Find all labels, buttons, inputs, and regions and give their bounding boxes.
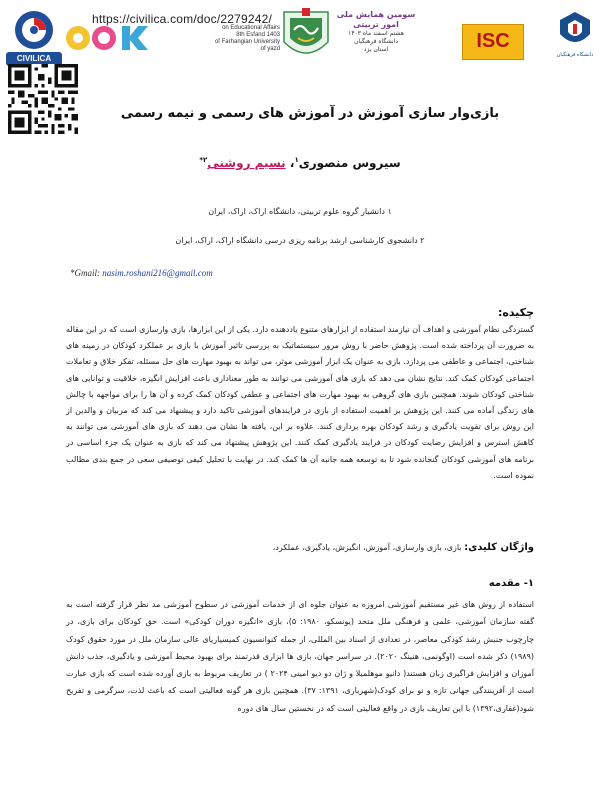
civilica-globe-icon [6, 8, 62, 52]
conference-fa-line: دانشگاه فرهنگیان [353, 38, 399, 45]
civilica-wordmark: CIVILICA [6, 52, 62, 66]
document-url[interactable]: https://civilica.com/doc/2279242/ [92, 12, 273, 26]
author-affiliation-mark: ۱ [294, 156, 299, 164]
conference-title-en [196, 25, 280, 53]
conference-en-line: on Educational Affairs [222, 25, 280, 31]
affiliation: ۱ دانشیار گروه علوم تربیتی، دانشگاه اراک، اراک، ایران [208, 207, 392, 216]
conference-fa-line: هشتم اسفند ماه ۱۴۰۳ [348, 30, 404, 37]
farhangian-university-logo [556, 10, 594, 62]
conference-header [0, 0, 600, 68]
section-text: استفاده از روش های غیر مستقیم آموزشی امروزه به عنوان جلوه ای از خدمات آموزشی در سطوح آموزشی مد نظر قرار گرفته است به گفته سازمان آموزشی، علمی و فرهنگی ملل متحد (یونسکو، ۱۹۸۰: ۵)، بازی «انگیزه دوران کودکی» است. حق کودکان برای بازی، در چارچوب جنبش رشد کودکی معاصر، در تعدادی از اسناد بین المللی، از جمله کنوانسیون کمیسیاریای عالی سازمان ملل در مورد حقوق کودک (۱۹۸۹) ذکر شده است (اوگونمی، هنینگ ۲۰۲۰). در سراسر جهان، بازی ها ابزاری قدرتمند برای بهبود محیط آموزشی و یادگیری، جذب دانش آموزان و افزایش فراگیری زبان هستند( دانیو موهلمیلا و ژان دو دیو امینی ۲۰۲۴ ) در تعاریف مربوط به بازی آورده شده است که بازی عبارت است از آفرینندگی جهانی تازه و نو برای کودک(شهرباری، ۱۳۹۱: ۳۷). همچنین بازی هر گونه فعالیتی است که باعث لذت، سرگرمی و تفریح شود(غفاری،۱۳۹۲) با این تعاریف بازی در واقع فعالیتی است که در نخستین سال های دوره [66, 600, 535, 713]
isc-logo [462, 24, 524, 60]
corresponding-author-name: نسیم روشنی [207, 156, 286, 170]
paper-title: بازی‌وار سازی آموزش در آموزش های رسمی و نیمه رسمی [120, 106, 500, 121]
email-label: *Gmail: [70, 268, 103, 278]
corresponding-email [70, 268, 213, 278]
author-separator: ، [285, 156, 295, 170]
university-emblem-icon [556, 10, 594, 52]
conference-fa-line: امور تربیتی [353, 20, 399, 29]
abstract-heading: چکیده: [497, 306, 534, 319]
conference-en-line: 8th Esfand 1403 [236, 32, 280, 38]
qr-code [8, 64, 78, 134]
section-heading: ۱- مقدمه [488, 578, 534, 589]
author-line [150, 156, 450, 170]
conference-emblem [280, 8, 332, 62]
conference-en-line: of yazd [260, 46, 280, 52]
civilica-logo[interactable] [6, 8, 62, 64]
conference-title-fa [336, 10, 416, 54]
keywords-line [66, 542, 534, 553]
isc-logo-label: ISC [476, 30, 510, 52]
author-name: سیروس منصوری [298, 156, 401, 170]
abstract-text: گستردگی نظام آموزشی و اهداف آن نیازمند استفاده از ابزارهای متنوع یاددهنده دارد. یکی از این ابزارها، بازی وارسازی است که در این مقاله به ضرورت آن پرداخته شده است. پژوهش حاضر با روش مرور سیستماتیک به بررسی تاثیر آموزش با بازی بر عملکرد کودکان در زمینه های شناختی، اجتماعی و عاطفی می پردازد. بازی به عنوان یک ابزار آموزشی موثر، می تواند به بهبود مهارت های حل مسئله، تفکر خلاق و تعاملات اجتماعی کودکان کمک کند. نتایج نشان می دهد که بازی های آموزشی می توانند به طور معناداری باعث افزایش انگیزه، خلاقیت و توانایی های شناختی کودکان شوند. همچنین بازی های گروهی به بهبود مهارت های اجتماعی و عطفی کودکان کمک کرده و آن ها را برای مواجهه با چالش های زندگی آماده می کنند. این پژوهش بر اهمیت استفاده از بازی در فرایندهای آموزشی تاکید دارد و پیشنهاد می کند که مربیان و والدین از این روش برای تقویت یادگیری و رشد کودکان بهره برداری کنند. علاوه بر این، یافته ها نشان می دهند که بازی های آموزشی می توانند به کاهش استرس و افزایش رضایت کودکان در فرایند یادگیری کمک کنند. این پژوهش پیشنهاد می کند که بازی به عنوان یک جزء اساسی در برنامه های آموزشی کودکان گنجانده شود تا به توسعه همه جانبه آن ها کمک کند. در نهایت با تحلیل کیفی توصیفی سعی در جمع بندی مطالب نموده است. [66, 325, 534, 480]
conference-fa-line: سومین همایش ملی [336, 10, 416, 19]
affiliation: ۲ دانشجوی کارشناسی ارشد برنامه ریزی درسی دانشگاه اراک، اراک، ایران [175, 236, 425, 245]
conference-en-line: of Farhangian University [214, 39, 280, 45]
author-affiliation-mark: ۲* [199, 156, 208, 164]
conference-fa-line: استان یزد [363, 46, 389, 53]
email-address[interactable]: nasim.roshani216@gmail.com [102, 268, 213, 278]
university-caption: دانشگاه فرهنگیان [556, 52, 594, 58]
keywords-heading: واژگان کلیدی: [464, 542, 534, 553]
keywords-text: بازی، بازی وارسازی، آموزش، انگیزش، یادگیری، عملکرد، [272, 543, 465, 552]
